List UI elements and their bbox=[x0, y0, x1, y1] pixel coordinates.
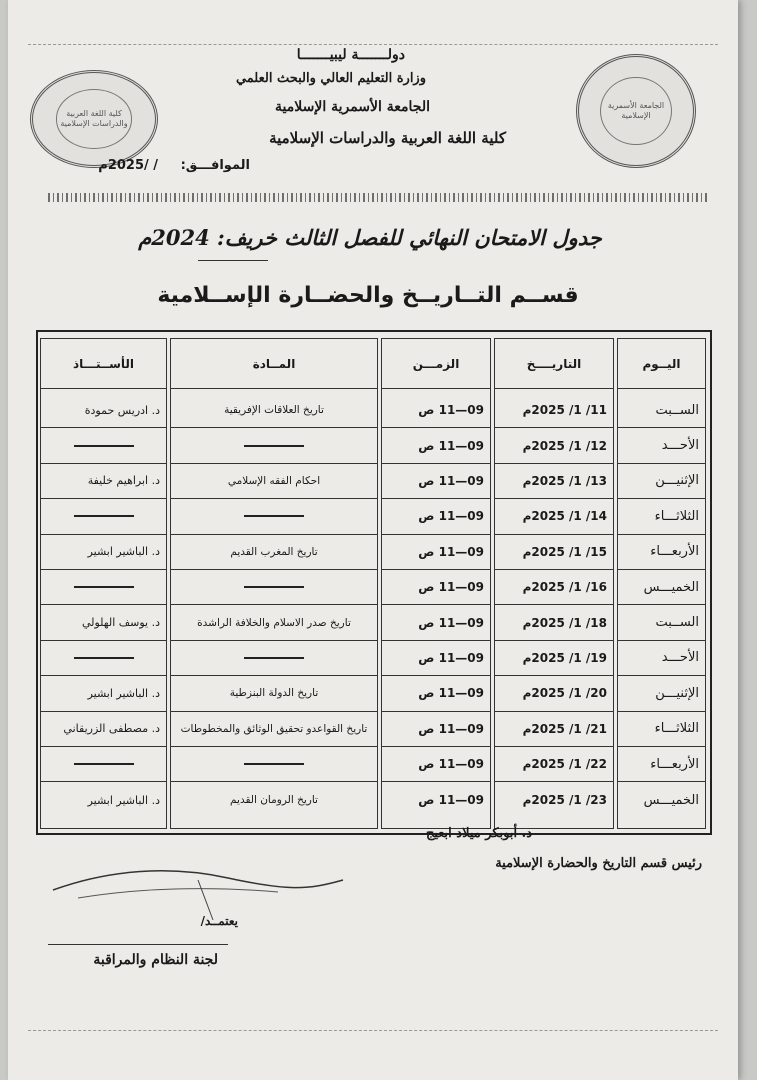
date-cell bbox=[495, 499, 613, 534]
date-cell-text: 18/ 1/ 2025م bbox=[522, 615, 607, 630]
decorative-border bbox=[48, 193, 708, 202]
professor-cell bbox=[41, 464, 166, 499]
column-professor bbox=[40, 338, 167, 829]
time-cell bbox=[382, 393, 490, 428]
empty-dash bbox=[244, 586, 304, 588]
time-cell bbox=[382, 712, 490, 747]
column-date bbox=[494, 338, 614, 829]
exam-schedule-table bbox=[36, 330, 712, 835]
header-university: الجامعة الأسمرية الإسلامية bbox=[275, 99, 430, 115]
day-cell bbox=[618, 428, 705, 463]
time-cell bbox=[382, 641, 490, 676]
time-cell-text: 09—11 ص bbox=[418, 438, 484, 453]
date-cell-text: 12/ 1/ 2025م bbox=[522, 438, 607, 453]
time-cell-text: 09—11 ص bbox=[418, 686, 484, 701]
day-cell-text: الثلاثـــاء bbox=[654, 721, 699, 737]
header-subject: المــادة bbox=[171, 339, 377, 389]
day-cell-text: الســبت bbox=[655, 615, 699, 631]
professor-cell bbox=[41, 641, 166, 676]
time-cell-text: 09—11 ص bbox=[418, 544, 484, 559]
subject-cell bbox=[171, 782, 377, 817]
university-seal-right: الجامعة الأسمرية الإسلامية bbox=[576, 54, 696, 168]
time-cell bbox=[382, 499, 490, 534]
day-cell-text: الخميـــس bbox=[643, 579, 699, 595]
time-cell bbox=[382, 535, 490, 570]
subject-cell-text: تاريخ الدولة البنزطية bbox=[229, 687, 319, 700]
date-cell bbox=[495, 393, 613, 428]
bottom-dashed-rule bbox=[28, 1030, 718, 1031]
time-cell bbox=[382, 676, 490, 711]
professor-cell-text: د. الباشير ابشير bbox=[87, 545, 160, 559]
header-time: الزمـــن bbox=[382, 339, 490, 389]
professor-cell-text: د. الباشير ابشير bbox=[87, 686, 160, 700]
date-cell-text: 21/ 1/ 2025م bbox=[522, 721, 607, 736]
column-time bbox=[381, 338, 491, 829]
day-cell bbox=[618, 782, 705, 817]
date-cell bbox=[495, 641, 613, 676]
professor-cell bbox=[41, 393, 166, 428]
subject-cell bbox=[171, 605, 377, 640]
header-professor: الأســتـــاذ bbox=[41, 339, 166, 389]
professor-cell bbox=[41, 535, 166, 570]
time-cell-text: 09—11 ص bbox=[418, 650, 484, 665]
empty-dash bbox=[74, 515, 134, 517]
professor-cell bbox=[41, 499, 166, 534]
empty-dash bbox=[244, 657, 304, 659]
empty-dash bbox=[244, 445, 304, 447]
college-seal-left: كلية اللغة العربية والدراسات الإسلامية bbox=[30, 70, 158, 168]
top-dashed-rule bbox=[28, 44, 718, 45]
time-cell-text: 09—11 ص bbox=[418, 757, 484, 772]
document-page bbox=[8, 0, 738, 1080]
time-cell bbox=[382, 747, 490, 782]
subject-cell bbox=[171, 499, 377, 534]
date-cell bbox=[495, 570, 613, 605]
time-cell-text: 09—11 ص bbox=[418, 473, 484, 488]
date-cell-text: 16/ 1/ 2025م bbox=[522, 580, 607, 595]
subject-cell-text: تاريخ العلاقات الإفريقية bbox=[224, 404, 324, 417]
day-cell bbox=[618, 570, 705, 605]
committee-name: لجنة النظام والمراقبة bbox=[93, 952, 218, 968]
day-cell-text: الإثنيـــن bbox=[655, 473, 699, 489]
date-cell bbox=[495, 747, 613, 782]
day-cell bbox=[618, 393, 705, 428]
handwritten-signature bbox=[48, 850, 348, 920]
date-cell bbox=[495, 428, 613, 463]
date-cell-text: 13/ 1/ 2025م bbox=[522, 473, 607, 488]
empty-dash bbox=[74, 586, 134, 588]
professor-cell-text: د. مصطفى الزريقاني bbox=[63, 722, 160, 736]
empty-dash bbox=[74, 445, 134, 447]
date-cell-text: 11/ 1/ 2025م bbox=[522, 403, 607, 418]
time-cell-text: 09—11 ص bbox=[418, 793, 484, 808]
date-cell-text: 22/ 1/ 2025م bbox=[522, 757, 607, 772]
date-cell bbox=[495, 782, 613, 817]
time-cell-text: 09—11 ص bbox=[418, 580, 484, 595]
title-underline bbox=[198, 260, 268, 261]
day-cell bbox=[618, 676, 705, 711]
date-cell bbox=[495, 676, 613, 711]
subject-cell bbox=[171, 464, 377, 499]
date-cell-text: 23/ 1/ 2025م bbox=[522, 793, 607, 808]
time-cell-text: 09—11 ص bbox=[418, 615, 484, 630]
day-cell-text: الإثنيـــن bbox=[655, 685, 699, 701]
subject-cell bbox=[171, 712, 377, 747]
subject-cell bbox=[171, 747, 377, 782]
date-cell-text: 15/ 1/ 2025م bbox=[522, 544, 607, 559]
day-cell-text: الخميـــس bbox=[643, 792, 699, 808]
day-cell bbox=[618, 499, 705, 534]
subject-cell bbox=[171, 535, 377, 570]
day-cell bbox=[618, 747, 705, 782]
professor-cell bbox=[41, 712, 166, 747]
approved-label: يعتمــد/ bbox=[200, 914, 238, 928]
empty-dash bbox=[74, 763, 134, 765]
professor-cell bbox=[41, 747, 166, 782]
header-day: اليــوم bbox=[618, 339, 705, 389]
day-cell bbox=[618, 535, 705, 570]
professor-cell bbox=[41, 428, 166, 463]
approved-underline bbox=[48, 944, 228, 945]
subject-cell-text: تاريخ صدر الاسلام والخلافة الراشدة bbox=[197, 616, 351, 629]
subject-cell bbox=[171, 570, 377, 605]
subject-cell bbox=[171, 428, 377, 463]
date-cell-text: 20/ 1/ 2025م bbox=[522, 686, 607, 701]
day-cell-text: الأربعـــاء bbox=[650, 756, 699, 772]
time-cell bbox=[382, 605, 490, 640]
professor-cell-text: د. الباشير ابشير bbox=[87, 793, 160, 807]
exam-title: جدول الامتحان النهائي للفصل الثالث خريف: 2024م bbox=[138, 225, 602, 250]
day-cell-text: الثلاثـــاء bbox=[654, 508, 699, 524]
subject-cell bbox=[171, 641, 377, 676]
professor-cell-text: د. ابراهيم خليفة bbox=[87, 474, 160, 488]
empty-dash bbox=[244, 763, 304, 765]
professor-cell bbox=[41, 605, 166, 640]
professor-cell bbox=[41, 570, 166, 605]
header-date bbox=[98, 158, 250, 173]
date-cell bbox=[495, 712, 613, 747]
subject-cell-text: تاريخ الرومان القديم bbox=[230, 794, 318, 807]
date-cell bbox=[495, 464, 613, 499]
time-cell-text: 09—11 ص bbox=[418, 509, 484, 524]
time-cell bbox=[382, 782, 490, 817]
header-date-col: التاريــــخ bbox=[495, 339, 613, 389]
column-subject bbox=[170, 338, 378, 829]
time-cell bbox=[382, 570, 490, 605]
header-state: دولـــــــة ليبيـــــــا bbox=[296, 47, 405, 63]
column-day bbox=[617, 338, 706, 829]
date-cell bbox=[495, 605, 613, 640]
day-cell-text: الأربعـــاء bbox=[650, 544, 699, 560]
subject-cell bbox=[171, 393, 377, 428]
date-label: الموافـــق: bbox=[180, 158, 250, 173]
day-cell bbox=[618, 641, 705, 676]
professor-cell-text: د. يوسف الهلولي bbox=[81, 616, 160, 630]
day-cell-text: الســبت bbox=[655, 402, 699, 418]
day-cell bbox=[618, 464, 705, 499]
professor-cell bbox=[41, 676, 166, 711]
date-cell-text: 19/ 1/ 2025م bbox=[522, 650, 607, 665]
empty-dash bbox=[74, 657, 134, 659]
professor-cell-text: د. ادريس حمودة bbox=[84, 403, 160, 417]
day-cell bbox=[618, 605, 705, 640]
empty-dash bbox=[244, 515, 304, 517]
date-cell bbox=[495, 535, 613, 570]
date-cell-text: 14/ 1/ 2025م bbox=[522, 509, 607, 524]
time-cell bbox=[382, 464, 490, 499]
signer-role: رئيس قسم التاريخ والحضارة الإسلامية bbox=[495, 856, 702, 871]
subject-cell bbox=[171, 676, 377, 711]
department-title: قســم التــاريــخ والحضــارة الإســلامية bbox=[157, 283, 579, 308]
date-value: / /2025م bbox=[98, 158, 159, 173]
header-college: كلية اللغة العربية والدراسات الإسلامية bbox=[269, 129, 506, 147]
time-cell bbox=[382, 428, 490, 463]
signer-name: د. أبوبكر ميلاد ابعيج bbox=[425, 826, 532, 841]
time-cell-text: 09—11 ص bbox=[418, 403, 484, 418]
subject-cell-text: تاريخ المغرب القديم bbox=[230, 545, 318, 558]
time-cell-text: 09—11 ص bbox=[418, 721, 484, 736]
header-ministry: وزارة التعليم العالي والبحث العلمي bbox=[235, 71, 426, 86]
professor-cell bbox=[41, 782, 166, 817]
subject-cell-text: احكام الفقه الإسلامي bbox=[227, 474, 321, 487]
day-cell-text: الأحـــد bbox=[661, 438, 699, 454]
day-cell-text: الأحـــد bbox=[661, 650, 699, 666]
subject-cell-text: تاريخ القواعدو تحقيق الوثائق والمخطوطات bbox=[180, 722, 368, 735]
day-cell bbox=[618, 712, 705, 747]
